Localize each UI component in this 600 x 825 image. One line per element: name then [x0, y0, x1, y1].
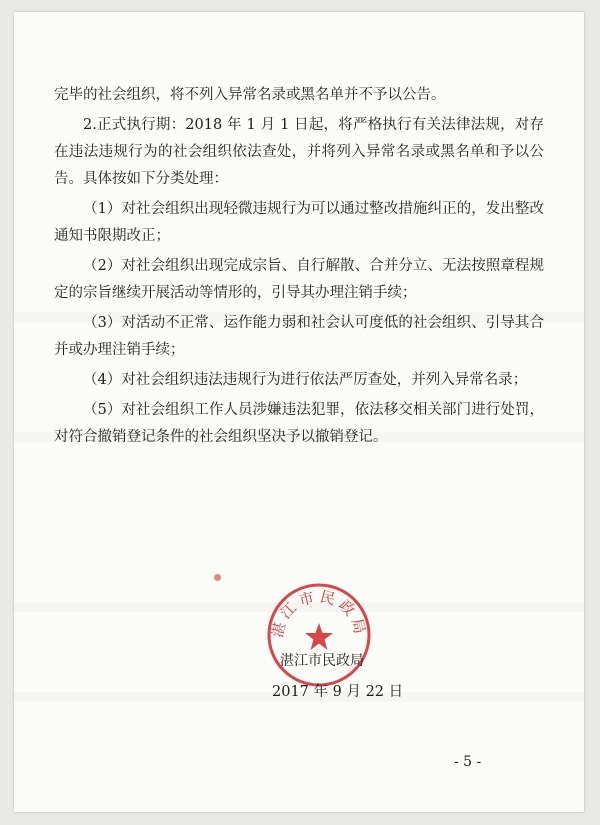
svg-text:湛江市民政局: 湛江市民政局: [268, 587, 370, 640]
document-page: [14, 12, 584, 812]
paragraph-item-1: （1）对社会组织出现轻微违规行为可以通过整改措施纠正的，发出整改通知书限期改正；: [54, 201, 544, 244]
paragraph-item-3: （3）对活动不正常、运作能力弱和社会认可度低的社会组织、引导其合并或办理注销手续；: [54, 315, 544, 358]
paragraph-item-2: （2）对社会组织出现完成宗旨、自行解散、合并分立、无法按照章程规定的宗旨继续开展活动等情形的，引导其办理注销手续；: [54, 258, 544, 301]
paragraph-continuation: 完毕的社会组织，将不列入异常名录或黑名单并不予以公告。: [54, 87, 446, 103]
official-seal: [264, 580, 374, 690]
paragraph-item-5: （5）对社会组织工作人员涉嫌违法犯罪，依法移交相关部门进行处罚，对符合撤销登记条件的社会组织坚决予以撤销登记。: [54, 402, 544, 445]
page-number: - 5 -: [454, 754, 482, 770]
paragraph-item-4: （4）对社会组织违法违规行为进行依法严厉查处，并列入异常名录；: [83, 372, 528, 388]
ink-spot: [214, 574, 221, 581]
issuer-name: 湛江市民政局: [280, 653, 364, 669]
signing-date: 2017 年 9 月 22 日: [272, 684, 404, 700]
body-text: [54, 82, 544, 454]
paragraph-formal-execution: 2.正式执行期：2018 年 1 月 1 日起，将严格执行有关法律法规，对存在违法违规行为的社会组织依法查处，并将列入异常名录或黑名单和予以公告。具体按如下分类处理：: [54, 117, 544, 187]
